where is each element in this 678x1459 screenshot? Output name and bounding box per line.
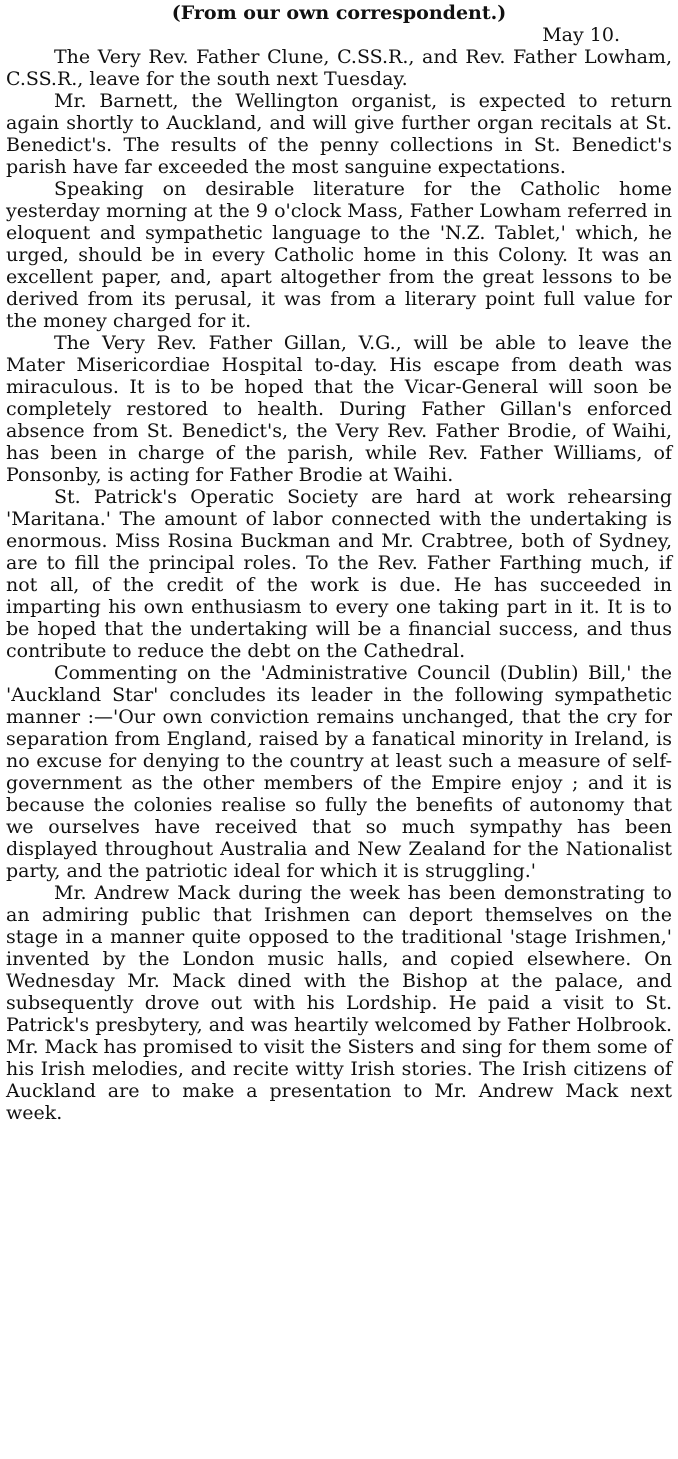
correspondent-byline: (From our own correspondent.) (171, 2, 507, 24)
paragraph-clune-lowham: The Very Rev. Father Clune, C.SS.R., and Rev. Father Lowham, C.SS.R., leave for the south next Tuesday. (6, 46, 672, 90)
paragraph-operatic-society: St. Patrick's Operatic Society are hard at work rehearsing 'Maritana.' The amount of labor connected with the undertaking is enormous. Miss Rosina Buckman and Mr. Crabtree, both of Sydney, are to fill the principal roles. To the Rev. Father Farthing much, if not all, of the credit of the work is due. He has succeeded in imparting his own enthusiasm to every one taking part in it. It is to be hoped that the undertaking will be a financial success, and thus contribute to reduce the debt on the Cathedral. (6, 486, 672, 662)
paragraph-auckland-star: Commenting on the 'Administrative Council (Dublin) Bill,' the 'Auckland Star' concludes its leader in the following sympathetic manner :—'Our own conviction remains unchanged, that the cry for separation from England, raised by a fanatical minority in Ireland, is no excuse for denying to the country at least such a measure of self-government as the other members of the Empire enjoy ; and it is because the colonies realise so fully the benefits of autonomy that we ourselves have received that so much sympathy has been displayed throughout Australia and New Zealand for the Nationalist party, and the patriotic ideal for which it is struggling.' (6, 662, 672, 882)
paragraph-catholic-literature: Speaking on desirable literature for the Catholic home yesterday morning at the 9 o'clock Mass, Father Lowham referred in eloquent and sympathetic language to the 'N.Z. Tablet,' which, he urged, should be in every Catholic home in this Colony. It was an excellent paper, and, apart altogether from the great lessons to be derived from its perusal, it was from a literary point full value for the money charged for it. (6, 178, 672, 332)
dateline: May 10. (542, 24, 620, 46)
paragraph-barnett-organist: Mr. Barnett, the Wellington organist, is expected to return again shortly to Auckland, and will give further organ recitals at St. Benedict's. The results of the penny collections in St. Benedict's parish have far exceeded the most sanguine expectations. (6, 90, 672, 178)
paragraph-father-gillan: The Very Rev. Father Gillan, V.G., will be able to leave the Mater Misericordiae Hospital to-day. His escape from death was miraculous. It is to be hoped that the Vicar-General will soon be completely restored to health. During Father Gillan's enforced absence from St. Benedict's, the Very Rev. Father Brodie, of Waihi, has been in charge of the parish, while Rev. Father Williams, of Ponsonby, is acting for Father Brodie at Waihi. (6, 332, 672, 486)
paragraph-andrew-mack: Mr. Andrew Mack during the week has been demonstrating to an admiring public that Irishmen can deport themselves on the stage in a manner quite opposed to the traditional 'stage Irishmen,' invented by the London music halls, and copied elsewhere. On Wednesday Mr. Mack dined with the Bishop at the palace, and subsequently drove out with his Lordship. He paid a visit to St. Patrick's presbytery, and was heartily welcomed by Father Holbrook. Mr. Mack has promised to visit the Sisters and sing for them some of his Irish melodies, and recite witty Irish stories. The Irish citizens of Auckland are to make a presentation to Mr. Andrew Mack next week. (6, 882, 672, 1124)
